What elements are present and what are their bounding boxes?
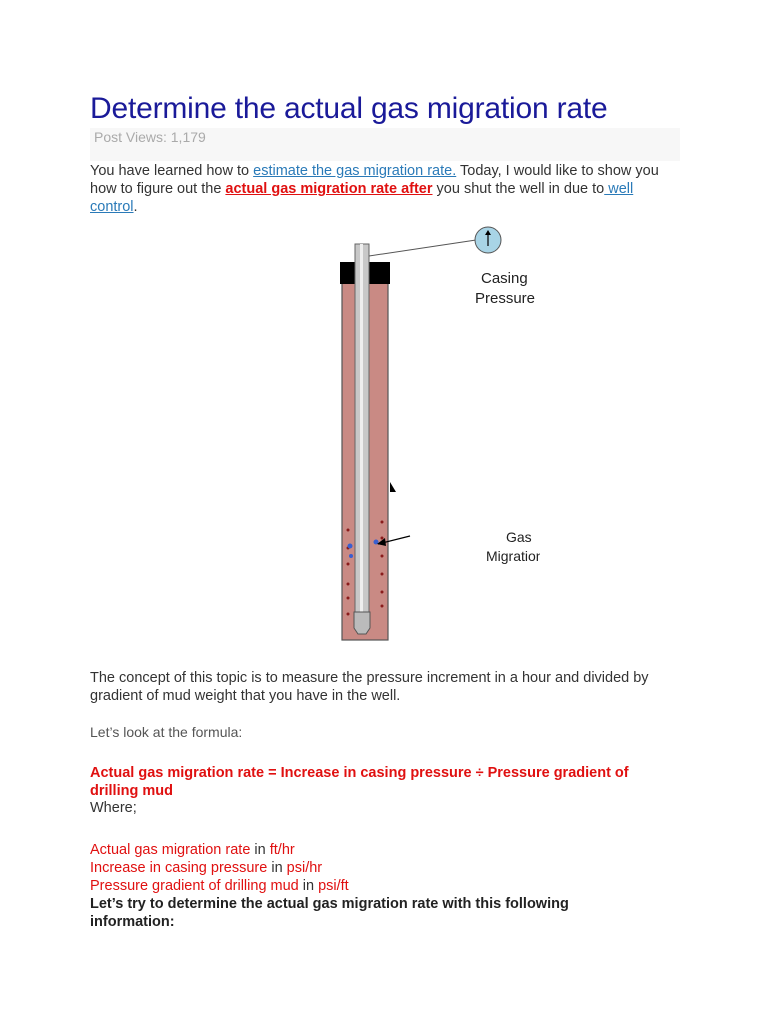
formula-text: Actual gas migration rate = Increase in casing pressure ÷ Pressure gradient of drilling mud <box>90 765 629 799</box>
concept-paragraph: The concept of this topic is to measure the pressure increment in a hour and divided by gradient of mud weight that you have in the well. <box>90 670 649 704</box>
wellbore-diagram <box>340 226 540 644</box>
label-casing: Casing <box>481 270 528 287</box>
formula-intro: Let’s look at the formula: <box>90 724 243 740</box>
try-paragraph: Let’s try to determine the actual gas migration rate with this following information: <box>90 896 569 930</box>
casing-shoe-right <box>390 482 396 492</box>
where-label: Where; <box>90 800 137 816</box>
highlight-text: actual gas migration rate after <box>225 181 433 197</box>
pipe-highlight <box>360 244 363 612</box>
label-migration: Migration <box>486 548 540 564</box>
intro-text-2: Today, I would like to show you how to figure out the <box>90 163 659 197</box>
post-views-bar <box>90 128 680 161</box>
wellbore-svg <box>340 226 540 644</box>
label-gas: Gas <box>506 529 532 545</box>
definition-item: Actual gas migration rate in ft/hr <box>90 842 295 858</box>
definition-item: Pressure gradient of drilling mud in psi/ft <box>90 878 349 894</box>
page-title: Determine the actual gas migration rate <box>90 92 608 125</box>
label-pressure: Pressure <box>475 290 536 307</box>
gauge-line <box>369 240 476 256</box>
intro-text-4: . <box>133 199 138 215</box>
estimate-gas-migration-link[interactable]: estimate the gas migration rate. <box>253 163 457 179</box>
definition-item: Increase in casing pressure in psi/hr <box>90 860 323 876</box>
intro-paragraph <box>90 162 680 216</box>
intro-text-3: you shut the well in due to <box>432 181 605 197</box>
definitions-list <box>90 841 349 895</box>
well-control-link[interactable]: well control <box>90 181 634 215</box>
post-views-count: Post Views: 1,179 <box>94 129 206 145</box>
drill-bit <box>354 612 370 634</box>
intro-text-1: You have learned how to <box>90 163 254 179</box>
